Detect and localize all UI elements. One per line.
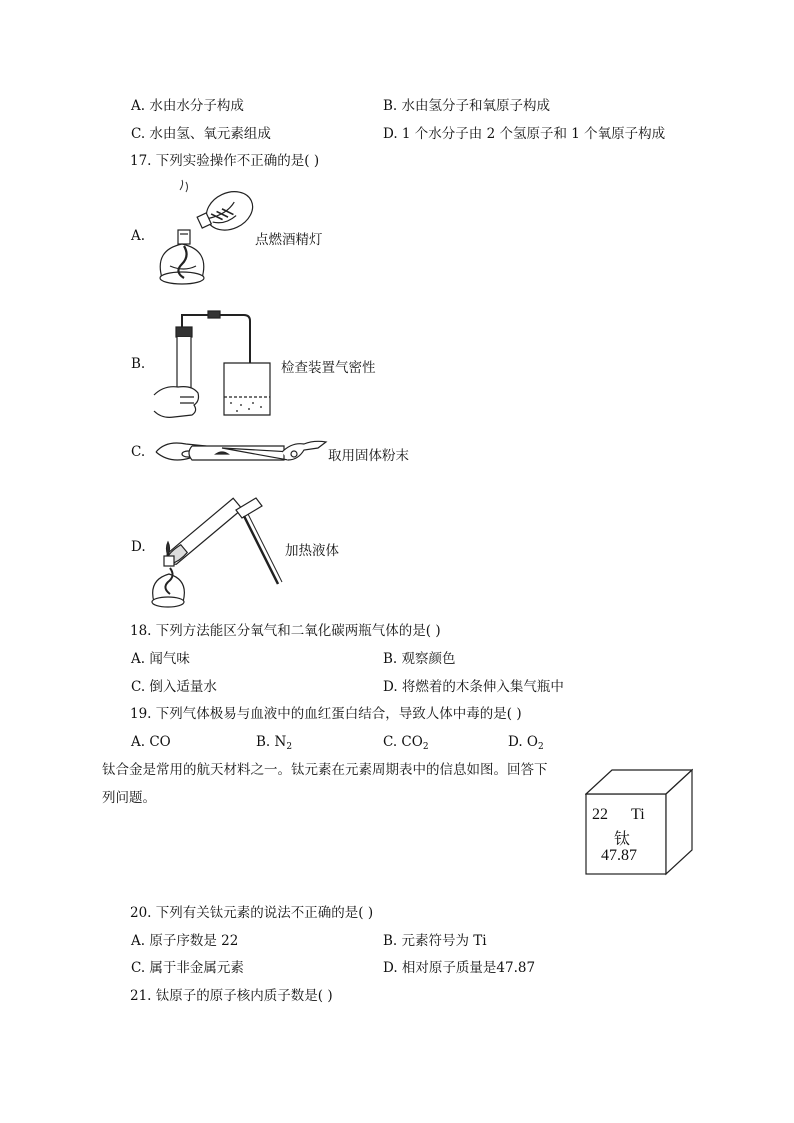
heating-liquid-icon: [148, 484, 288, 612]
q17-option-a-caption: 点燃酒精灯: [255, 232, 323, 248]
q19-option-c: C. $CO_2$: [383, 734, 429, 752]
q19-stem: 19. 下列气体极易与血液中的血红蛋白结合，导致人体中毒的是( ): [130, 706, 522, 722]
q17-option-b-caption: 检查装置气密性: [281, 360, 376, 376]
element-name: 钛: [614, 831, 631, 848]
q20-option-c: C. 属于非金属元素: [131, 960, 244, 976]
q16-option-a: A. 水由水分子构成: [131, 98, 244, 114]
q20-option-b: B. 元素符号为 Ti: [383, 933, 487, 949]
q16-option-d: D. 1 个水分子由 2 个氢原子和 1 个氧原子构成: [383, 126, 666, 142]
q17-option-d-caption: 加热液体: [285, 543, 339, 559]
q18-stem: 18. 下列方法能区分氧气和二氧化碳两瓶气体的是( ): [130, 623, 441, 639]
q19-option-b: B. $N_2$: [256, 734, 293, 752]
airtightness-check-icon: [150, 305, 280, 423]
q17-option-a-letter: A.: [131, 228, 146, 244]
q18-option-b: B. 观察颜色: [383, 651, 456, 667]
q18-option-d: D. 将燃着的木条伸入集气瓶中: [383, 679, 564, 695]
q19-option-d: D. $O_2$: [508, 734, 544, 752]
q20-option-a: A. 原子序数是 22: [131, 933, 239, 949]
q16-option-c: C. 水由氢、氧元素组成: [131, 126, 271, 142]
powder-transfer-icon: [152, 432, 330, 472]
q16-option-b: B. 水由氢分子和氧原子构成: [383, 98, 551, 114]
q20-option-d: D. 相对原子质量是47.87: [383, 960, 536, 976]
q21-stem: 21. 钛原子的原子核内质子数是( ): [130, 988, 333, 1004]
q17-option-c-caption: 取用固体粉末: [328, 448, 409, 464]
q17-option-c-letter: C.: [131, 444, 146, 460]
q18-option-c: C. 倒入适量水: [131, 679, 217, 695]
element-card: [585, 768, 693, 876]
q17-option-b-letter: B.: [131, 356, 146, 372]
alcohol-lamp-lighting-icon: [150, 178, 260, 298]
element-atomic-mass: 47.87: [601, 847, 637, 864]
element-atomic-number: 22: [592, 806, 608, 823]
q18-option-a: A. 闻气味: [131, 651, 190, 667]
q17-option-d-letter: D.: [131, 539, 146, 555]
passage-line-2: 列问题。: [102, 790, 156, 806]
q20-stem: 20. 下列有关钛元素的说法不正确的是( ): [130, 905, 374, 921]
q17-stem: 17. 下列实验操作不正确的是( ): [130, 153, 320, 169]
q19-option-a: A. CO: [131, 734, 171, 750]
passage-line-1: 钛合金是常用的航天材料之一。钛元素在元素周期表中的信息如图。回答下: [102, 762, 548, 778]
element-symbol: Ti: [631, 806, 645, 823]
